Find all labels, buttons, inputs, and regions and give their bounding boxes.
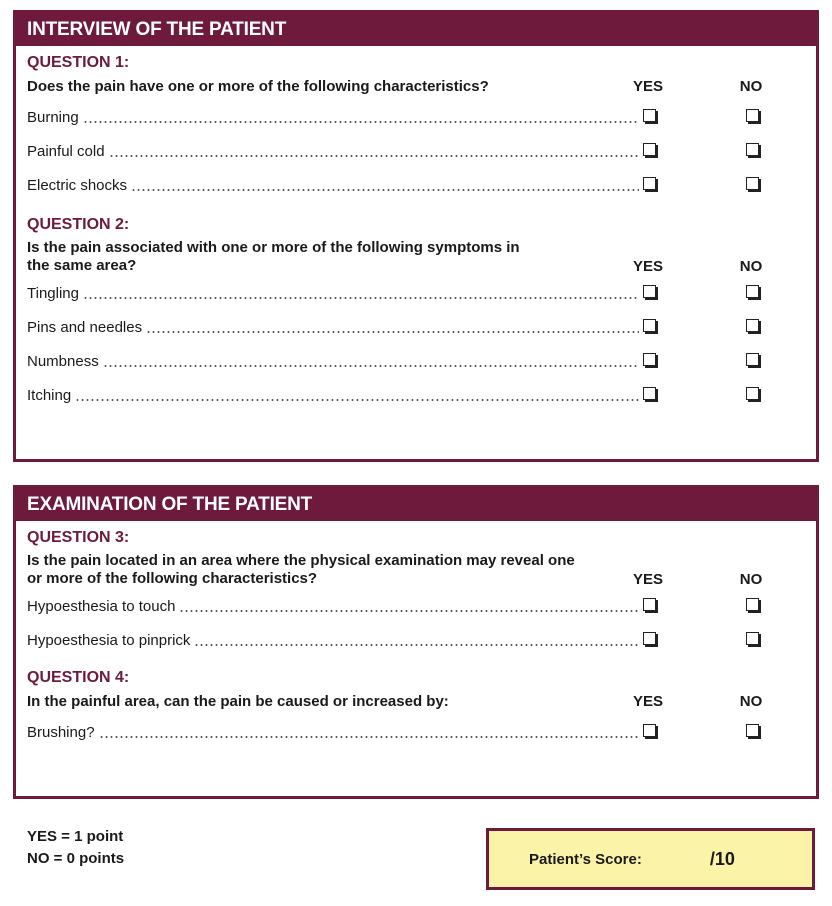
yes-checkbox[interactable] [643, 177, 656, 190]
question-3-yes-header: YES [632, 571, 663, 588]
question-2-title: QUESTION 2: [27, 216, 130, 233]
no-checkbox[interactable] [746, 177, 759, 190]
leader-dots [194, 644, 639, 646]
leader-dots [179, 610, 639, 612]
list-item [27, 344, 803, 378]
no-checkbox[interactable] [746, 353, 759, 366]
list-item [27, 623, 803, 657]
item-label: Painful cold [27, 142, 105, 160]
leader-dots [75, 399, 639, 401]
question-3-title: QUESTION 3: [27, 529, 130, 546]
list-item [27, 134, 803, 168]
no-checkbox[interactable] [746, 387, 759, 400]
item-label: Hypoesthesia to touch [27, 597, 176, 615]
question-1-yes-header: YES [632, 78, 663, 95]
list-item [27, 715, 803, 749]
question-1-text: Does the pain have one or more of the following characteristics? [27, 78, 489, 95]
leader-dots [103, 365, 639, 367]
no-checkbox[interactable] [746, 724, 759, 737]
question-4-yes-header: YES [632, 693, 663, 710]
yes-checkbox[interactable] [643, 143, 656, 156]
question-2 [16, 202, 816, 412]
yes-checkbox[interactable] [643, 387, 656, 400]
leader-dots [109, 155, 639, 157]
legend-yes: YES = 1 point [27, 828, 124, 845]
yes-checkbox[interactable] [643, 285, 656, 298]
question-1-title: QUESTION 1: [27, 54, 130, 71]
item-label: Electric shocks [27, 176, 128, 194]
interview-panel [13, 10, 819, 462]
yes-checkbox[interactable] [643, 353, 656, 366]
no-checkbox[interactable] [746, 143, 759, 156]
question-2-yes-header: YES [632, 258, 663, 275]
legend-no: NO = 0 points [27, 850, 125, 867]
score-max[interactable]: /10 [709, 848, 735, 869]
list-item [27, 589, 803, 623]
question-4-text: In the painful area, can the pain be caused or increased by: [27, 693, 449, 710]
examination-panel [13, 485, 819, 799]
scoring-legend [27, 826, 124, 870]
question-3-no-header: NO [739, 571, 763, 588]
list-item [27, 378, 803, 412]
patient-score-box [486, 828, 815, 890]
no-checkbox[interactable] [746, 632, 759, 645]
question-3-text: Is the pain located in an area where the physical examination may reveal one or more of the following characteristics? [27, 552, 575, 587]
no-checkbox[interactable] [746, 285, 759, 298]
yes-checkbox[interactable] [643, 632, 656, 645]
question-2-no-header: NO [739, 258, 763, 275]
item-label: Hypoesthesia to pinprick [27, 631, 191, 649]
question-4-title: QUESTION 4: [27, 669, 130, 686]
leader-dots [131, 189, 639, 191]
leader-dots [99, 736, 639, 738]
yes-checkbox[interactable] [643, 724, 656, 737]
list-item [27, 276, 803, 310]
item-label: Itching [27, 386, 72, 404]
item-label: Brushing? [27, 723, 95, 741]
item-label: Pins and needles [27, 318, 143, 336]
list-item [27, 100, 803, 134]
list-item [27, 168, 803, 202]
leader-dots [83, 297, 639, 299]
question-3 [16, 521, 816, 657]
leader-dots [83, 121, 639, 123]
question-4 [16, 657, 816, 749]
item-label: Numbness [27, 352, 99, 370]
question-2-text: Is the pain associated with one or more of the following symptoms in the same area? [27, 239, 520, 274]
leader-dots [146, 331, 639, 333]
score-label: Patient’s Score: [529, 850, 642, 868]
yes-checkbox[interactable] [643, 598, 656, 611]
no-checkbox[interactable] [746, 109, 759, 122]
question-1 [16, 46, 816, 202]
item-label: Tingling [27, 284, 79, 302]
question-4-no-header: NO [739, 693, 763, 710]
yes-checkbox[interactable] [643, 319, 656, 332]
question-1-no-header: NO [739, 78, 763, 95]
list-item [27, 310, 803, 344]
yes-checkbox[interactable] [643, 109, 656, 122]
no-checkbox[interactable] [746, 598, 759, 611]
no-checkbox[interactable] [746, 319, 759, 332]
examination-header: EXAMINATION OF THE PATIENT [16, 488, 816, 521]
item-label: Burning [27, 108, 79, 126]
interview-header: INTERVIEW OF THE PATIENT [16, 13, 816, 46]
